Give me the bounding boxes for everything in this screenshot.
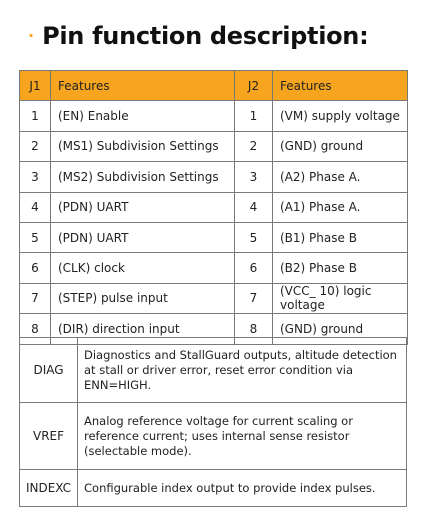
j1-pin-feature: (PDN) UART	[51, 222, 235, 252]
signal-description: Diagnostics and StallGuard outputs, altitude detection at stall or driver error, reset error condition via ENN=HIGH.	[78, 338, 407, 403]
j1-pin-number: 6	[20, 253, 51, 283]
title-row	[28, 14, 368, 58]
j2-pin-number: 5	[235, 222, 273, 252]
pin-function-table	[19, 70, 408, 345]
table-row	[20, 192, 408, 222]
j1-pin-feature: (CLK) clock	[51, 253, 235, 283]
signal-description: Configurable index output to provide index pulses.	[78, 470, 407, 507]
j2-pin-feature: (A2) Phase A.	[273, 162, 408, 192]
table-row	[20, 283, 408, 313]
table-row	[20, 338, 407, 403]
j2-pin-number: 3	[235, 162, 273, 192]
j2-pin-number: 4	[235, 192, 273, 222]
j2-pin-number: 2	[235, 131, 273, 161]
j2-pin-feature: (A1) Phase A.	[273, 192, 408, 222]
table-row	[20, 253, 408, 283]
header-features-j2: Features	[273, 71, 408, 101]
j1-pin-feature: (DIR) direction input	[51, 314, 235, 344]
j1-pin-number: 3	[20, 162, 51, 192]
signal-label: VREF	[20, 403, 78, 470]
table-row	[20, 470, 407, 507]
page-title: Pin function description:	[42, 22, 369, 50]
j1-pin-number: 1	[20, 101, 51, 131]
j1-pin-feature: (MS1) Subdivision Settings	[51, 131, 235, 161]
j2-pin-number: 8	[235, 314, 273, 344]
j2-pin-number: 7	[235, 283, 273, 313]
j1-pin-number: 2	[20, 131, 51, 161]
signal-description-table	[19, 337, 407, 507]
j2-pin-feature: (VCC_ 10) logic voltage	[273, 283, 408, 313]
j1-pin-number: 8	[20, 314, 51, 344]
signal-label: INDEXC	[20, 470, 78, 507]
j2-pin-number: 6	[235, 253, 273, 283]
j1-pin-feature: (EN) Enable	[51, 101, 235, 131]
j2-pin-feature: (GND) ground	[273, 131, 408, 161]
bullet-icon: ·	[28, 26, 35, 45]
signal-label: DIAG	[20, 338, 78, 403]
j1-pin-feature: (MS2) Subdivision Settings	[51, 162, 235, 192]
table-row	[20, 162, 408, 192]
table-row	[20, 131, 408, 161]
table-row	[20, 222, 408, 252]
j1-pin-feature: (STEP) pulse input	[51, 283, 235, 313]
header-j2: J2	[235, 71, 273, 101]
header-features-j1: Features	[51, 71, 235, 101]
j2-pin-feature: (GND) ground	[273, 314, 408, 344]
pin-table-header	[20, 71, 408, 101]
j2-pin-number: 1	[235, 101, 273, 131]
table-row	[20, 101, 408, 131]
j2-pin-feature: (VM) supply voltage	[273, 101, 408, 131]
j1-pin-number: 4	[20, 192, 51, 222]
j1-pin-number: 5	[20, 222, 51, 252]
j1-pin-feature: (PDN) UART	[51, 192, 235, 222]
j2-pin-feature: (B2) Phase B	[273, 253, 408, 283]
signal-description: Analog reference voltage for current scaling or reference current; uses internal sense resistor (selectable mode).	[78, 403, 407, 470]
j1-pin-number: 7	[20, 283, 51, 313]
header-j1: J1	[20, 71, 51, 101]
table-row	[20, 403, 407, 470]
j2-pin-feature: (B1) Phase B	[273, 222, 408, 252]
